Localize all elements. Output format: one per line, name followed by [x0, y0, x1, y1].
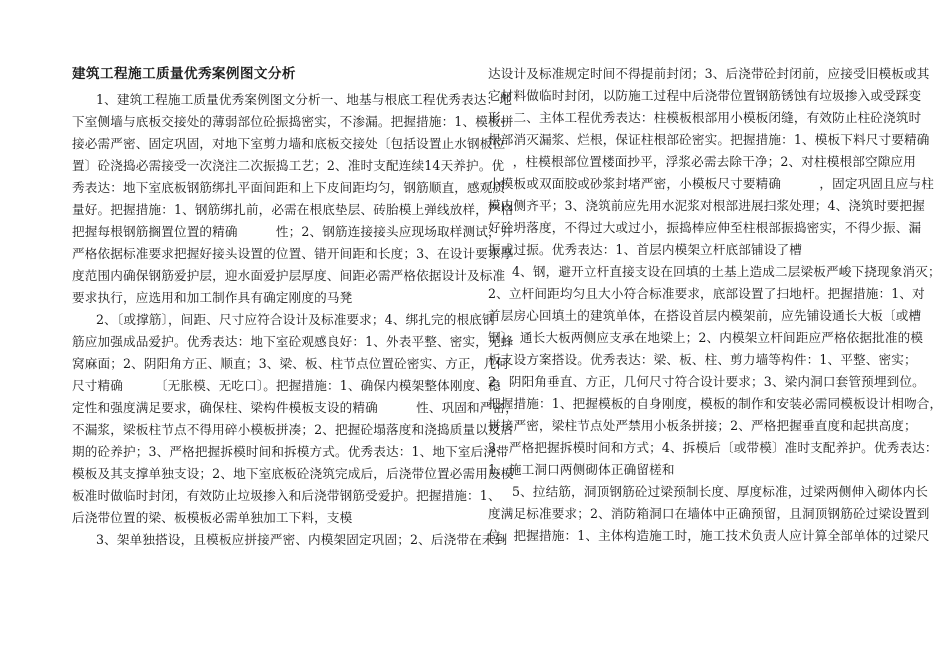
- text-line: 小模板或双面胶或砂浆封堵严密，小模板尺寸要精确 ，固定巩固且应与柱: [488, 176, 935, 191]
- text-line: 位。把握措施：1、主体构造施工时，施工技术负责人应计算全部单体的过梁尺: [488, 528, 930, 543]
- text-line: 定性和强度满足要求，确保柱、梁构件模板支设的精确 性、巩固和严密，: [72, 400, 519, 415]
- text-line: 5、拉结筋，洞顶钢筋砼过梁预制长度、厚度标准，过梁两侧伸入砌体内长: [512, 484, 928, 499]
- text-line: 下室侧墙与底板交接处的薄弱部位砼振捣密实，不渗漏。把握措施：1、模板拼: [72, 114, 514, 129]
- text-line: 期的砼养护；3、严格把握拆模时间和拆模方式。优秀表达：1、地下室后浇带: [72, 444, 509, 459]
- text-line: 秀表达：地下室底板钢筋绑扎平面间距和上下皮间距均匀，钢筋顺直，感观质: [72, 180, 506, 195]
- text-line: 钢〕，通长大板两侧应支承在地梁上；2、内模架立杆间距应严格依据批准的模: [488, 330, 924, 345]
- text-line: 筋应加强成品爱护。优秀表达：地下室砼观感良好：1、外表平整、密实，无蜂: [72, 334, 514, 349]
- text-line: 板支设方案搭设。优秀表达：梁、板、柱、剪力墙等构件：1、平整、密实；: [488, 352, 917, 367]
- text-line: 拼接严密，梁柱节点处严禁用小板条拼接；2、严格把握垂直度和起拱高度；: [488, 418, 917, 433]
- text-line: 把握措施：1、把握模板的自身刚度，模板的制作和安装必需同模板设计相吻合，: [488, 396, 943, 411]
- text-line: 度范围内确保钢筋爱护层，迎水面爱护层厚度、间距必需严格依据设计及标准: [72, 268, 506, 283]
- text-line: 2、〔或撑筋〕，间距、尺寸应符合设计及标准要求；4、绑扎完的根底钢: [96, 312, 495, 327]
- text-line: 模板及其支撑单独支设；2、地下室底板砼浇筑完成后，后浇带位置必需用废模: [72, 466, 514, 481]
- text-line: 后浇带位置的梁、板模板必需单独加工下料，支模: [72, 510, 353, 525]
- text-line: 窝麻面；2、阴阳角方正、顺直；3、梁、板、柱节点位置砼密实、方正，几何: [72, 356, 509, 371]
- text-line: 量好。把握措施：1、钢筋绑扎前，必需在根底垫层、砖胎模上弹线放样，严格: [72, 202, 514, 217]
- text-line: 3、架单独搭设，且模板应拼接严密、内模架固定巩固；2、后浇带在未到: [96, 532, 508, 547]
- text-line: 把握每根钢筋搁置位置的精确 性；2、钢筋连接接头应现场取样测试，并: [72, 224, 514, 239]
- text-line: 模内侧齐平；3、浇筑前应先用水泥浆对根部进展扫浆处理；4、浇筑时要把握: [488, 198, 925, 213]
- text-line: 振或过振。优秀表达：1、首层内模架立杆底部铺设了槽: [488, 242, 803, 257]
- text-line: 接必需严密、固定巩固，对地下室剪力墙和底板交接处〔包括设置止水钢板位: [72, 136, 506, 151]
- document-title: 建筑工程施工质量优秀案例图文分析: [72, 66, 296, 82]
- text-line: 1、建筑工程施工质量优秀案例图文分析一、地基与根底工程优秀表达：地: [96, 92, 512, 107]
- text-line: 板准时做临时封闭，有效防止垃圾掺入和后浇带钢筋受爱护。把握措施：1、: [72, 488, 501, 503]
- text-line: 严格依据标准要求把握好接头设置的位置、错开间距和长度；3、在设计要求厚: [72, 246, 514, 261]
- text-line: 根部消灭漏浆、烂根，保证柱根部砼密实。把握措施：1、模板下料尺寸要精确: [488, 132, 930, 147]
- text-line: 不漏浆，梁板柱节点不得用碎小模板拼凑；2、把握砼塌落度和浇捣质量以及后: [72, 422, 514, 437]
- text-line: 3、严格把握拆模时间和方式；4、拆模后〔或带模〕准时支配养护。优秀表达：: [488, 440, 938, 455]
- text-line: 置〕砼浇捣必需接受一次浇注二次振捣工艺；2、准时支配连续14天养护。优: [72, 158, 505, 173]
- text-line: 要求执行，应选用和加工制作具有确定刚度的马凳: [72, 290, 353, 305]
- text-line: 尺寸精确 〔无胀模、无吃口〕。把握措施：1、确保内模架整体刚度、稳: [72, 378, 501, 393]
- text-line: 好砼坍落度，不得过大或过小，振捣棒应伸至柱根部振捣密实，不得少振、漏: [488, 220, 922, 235]
- text-line: 度满足标准要求；2、消防箱洞口在墙体中正确预留，且洞顶钢筋砼过梁设置到: [488, 506, 930, 521]
- text-line: 它材料做临时封闭，以防施工过程中后浇带位置钢筋锈蚀有垃圾掺入或受踩变: [488, 88, 922, 103]
- text-line: ，柱模根部位置楼面抄平，浮浆必需去除干净；2、对柱模根部空隙应用: [500, 154, 916, 169]
- text-line: 1、施工洞口两侧砌体正确留槎和: [488, 462, 675, 477]
- text-line: 形。二、主体工程优秀表达：柱模板根部用小模板闭缝，有效防止柱砼浇筑时: [488, 110, 922, 125]
- text-line: 2、阴阳角垂直、方正，几何尺寸符合设计要求；3、梁内洞口套管预埋到位。: [488, 374, 925, 389]
- text-line: 首层房心回填土的建筑单体，在搭设首层内模架前，应先铺设通长大板〔或槽: [488, 308, 922, 323]
- text-line: 2、立杆间距均匀且大小符合标准要求，底部设置了扫地杆。把握措施：1、对: [488, 286, 925, 301]
- text-line: 4、钢，避开立杆直接支设在回填的土基上造成二层梁板严峻下挠现象消灭；: [512, 264, 941, 279]
- text-line: 达设计及标准规定时间不得提前封闭；3、后浇带砼封闭前，应接受旧模板或其: [488, 66, 930, 81]
